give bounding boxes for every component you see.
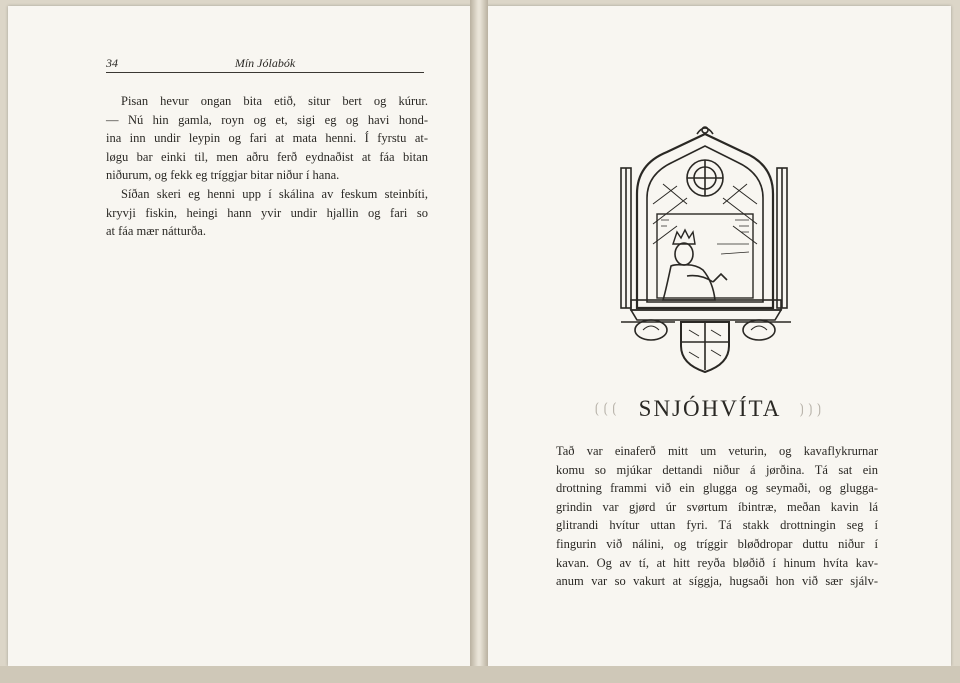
text-line: fingurin við nálini, og tríggir bløðdropar duttu niður í — [556, 536, 878, 551]
text-line: grindin var gjørd úr svørtum íbintræ, meðan kavin lá — [556, 499, 878, 514]
text-line: glitrandi hvítur uttan fyri. Tá stakk drottningin seg í — [556, 518, 878, 533]
text-line: kryvji fiskin, heingi hann yvir undir hjallin og fari so — [106, 205, 428, 220]
ornament-right-icon: ⟯⟯⟯ — [799, 402, 826, 417]
queen-window-illustration — [617, 124, 795, 374]
right-body-text — [556, 442, 878, 591]
running-head — [106, 56, 424, 73]
page-number: 34 — [106, 56, 118, 70]
text-line: komu so mjúkar dettandi niður á jørðina. Tá sat ein — [556, 462, 878, 477]
page-bottom-edge — [0, 666, 960, 683]
text-line: — Nú hin gamla, royn og et, sigi eg og havi hond- — [106, 112, 428, 127]
left-body-text — [106, 92, 428, 241]
text-line: anum var so vakurt at síggja, hugsaði hon við sær sjálv- — [556, 574, 878, 589]
book-title: Mín Jólabók — [234, 56, 296, 70]
chapter-title-row — [540, 396, 880, 426]
text-line: Tað var einaferð mitt um veturin, og kavaflykrurnar — [556, 444, 878, 458]
text-line: løgu bar einki til, men aðru ferð eydnaðist at fáa bitan — [106, 149, 428, 164]
book-gutter — [470, 0, 488, 683]
ornament-left-icon: ⟮⟮⟮ — [594, 402, 621, 417]
text-line: at fáa mær nátturða. — [106, 224, 206, 239]
text-line: drottning frammi við ein glugga og seymaði, og glugga- — [556, 481, 878, 496]
text-line: Síðan skeri eg henni upp í skálina av feskum steinbíti, — [121, 186, 428, 201]
text-line: kavan. Og av tí, at hitt reyða bløðið í hinum hvíta kav- — [556, 555, 878, 570]
text-line: Pisan hevur ongan bita etið, situr bert og kúrur. — [121, 94, 428, 108]
text-line: niðurum, og fekk eg tríggjar bitar niður í hana. — [106, 168, 340, 183]
chapter-title: SNJÓHVÍTA — [638, 396, 782, 421]
text-line: ina inn undir leypin og fari at mata henni. Í fyrstu at- — [106, 131, 428, 146]
